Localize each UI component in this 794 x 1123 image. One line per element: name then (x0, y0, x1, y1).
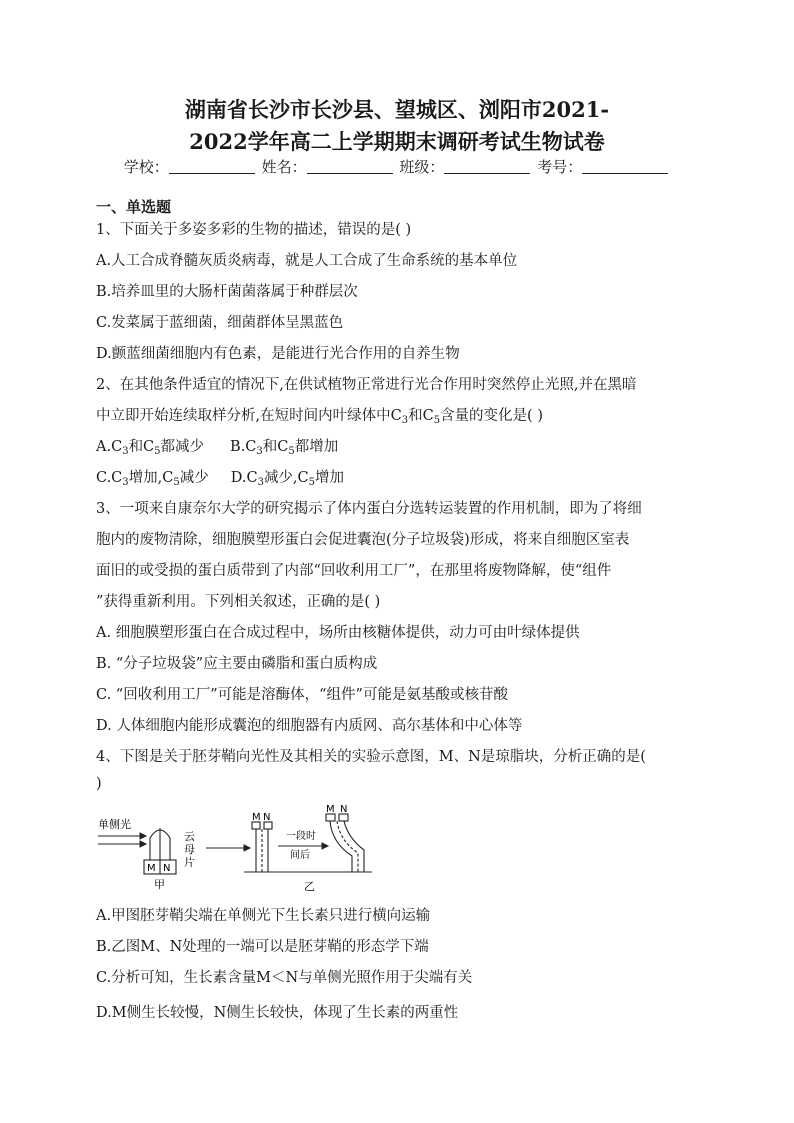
agar-m-label-b2: M (326, 804, 335, 815)
q3-option-d: D. 人体细胞内能形成囊泡的细胞器有内质网、高尔基体和中心体等 (96, 718, 523, 734)
fig-a-label: 甲 (154, 878, 165, 891)
section-title: 一、单选题 (96, 198, 172, 216)
q4-figure (94, 798, 384, 898)
coleoptile-b-after-icon (326, 814, 364, 872)
mica-label-2: 母 (184, 843, 195, 856)
school-blank (169, 159, 255, 174)
title-line-2: 2022学年高二上学期期末调研考试生物试卷 (189, 129, 605, 154)
exam-no-blank (582, 159, 668, 174)
mica-label-3: 片 (184, 856, 195, 869)
transfer-arrow-icon (206, 845, 250, 851)
q3-option-c: C. “回收利用工厂”可能是溶酶体，“组件”可能是氨基酸或核苷酸 (96, 687, 508, 703)
agar-n-label-b1: N (263, 812, 271, 823)
coleoptile-b-before-icon (252, 822, 272, 872)
q2-stem-line-2 (96, 404, 543, 426)
q2-text: 含量的变化是( ) (440, 408, 543, 424)
q3-stem-line-3: 面旧的或受损的蛋白质带到了内部“回收利用工厂”，在那里将废物降解，使“组件 (96, 563, 612, 579)
light-arrow-icon (98, 833, 146, 847)
q1-stem: 1、下面关于多姿多彩的生物的描述，错误的是( ) (96, 222, 412, 238)
mica-label-1: 云 (184, 830, 195, 843)
q2-option-a: $A.C_3$和$C_5$都减少 (96, 439, 205, 457)
q2-options-cd (96, 466, 344, 488)
q2-option-b: $B.C_3$和$C_5$都增加 (230, 439, 339, 457)
agar-m-label-b1: M (252, 812, 261, 823)
name-blank (307, 159, 393, 174)
q2-stem-line-1: 2、在其他条件适宜的情况下,在供试植物正常进行光合作用时突然停止光照,并在黑暗 (96, 377, 637, 393)
exam-no-label: 考号： (537, 158, 583, 176)
q2-options-ab (96, 435, 338, 457)
subscript: 3 (401, 415, 409, 426)
title-line-1: 湖南省长沙市长沙县、望城区、浏阳市2021- (184, 97, 610, 122)
time-label-2: 间后 (290, 850, 310, 861)
q3-option-a: A. 细胞膜塑形蛋白在合成过程中，场所由核糖体提供，动力可由叶绿体提供 (96, 625, 580, 641)
school-label: 学校： (123, 158, 169, 176)
agar-n-label-b2: N (340, 804, 348, 815)
q4-option-d: D.M侧生长较慢，N侧生长较快，体现了生长素的两重性 (96, 1005, 459, 1021)
q3-stem-line-4: ”获得重新利用。下列相关叙述，正确的是( ) (96, 594, 381, 610)
agar-n-label-a: N (163, 863, 171, 874)
q2-option-c: $C.C_3$增加$,C_5$减少 (96, 470, 209, 488)
q4-option-c: C.分析可知，生长素含量M＜N与单侧光照作用于尖端有关 (96, 970, 473, 986)
q3-stem-line-2: 胞内的废物清除，细胞膜塑形蛋白会促进囊泡(分子垃圾袋)形成，将来自细胞区室表 (96, 532, 630, 548)
q1-option-b: B.培养皿里的大肠杆菌菌落属于种群层次 (96, 284, 358, 300)
subscript: 5 (433, 415, 441, 426)
agar-m-label-a: M (147, 863, 156, 874)
q2-option-d: $D.C_3$减少$,C_5$增加 (230, 470, 345, 488)
light-label: 单侧光 (98, 818, 131, 831)
q3-stem-line-1: 3、一项来自康奈尔大学的研究揭示了体内蛋白分选转运装置的作用机制，即为了将细 (96, 501, 642, 517)
fig-b-label: 乙 (304, 880, 315, 893)
q3-option-b: B. “分子垃圾袋”应主要由磷脂和蛋白质构成 (96, 656, 378, 672)
name-label: 姓名： (261, 158, 307, 176)
class-label: 班级： (399, 158, 445, 176)
q4-option-a: A.甲图胚芽鞘尖端在单侧光下生长素只进行横向运输 (96, 908, 431, 924)
q1-option-d: D.颤蓝细菌细胞内有色素，是能进行光合作用的自养生物 (96, 346, 460, 362)
class-blank (444, 159, 530, 174)
q1-option-a: A.人工合成脊髓灰质炎病毒，就是人工合成了生命系统的基本单位 (96, 253, 518, 269)
q4-option-b: B.乙图M、N处理的一端可以是胚芽鞘的形态学下端 (96, 939, 429, 955)
q4-stem-line-2: ) (96, 776, 102, 792)
q1-option-c: C.发菜属于蓝细菌，细菌群体呈黑蓝色 (96, 315, 344, 331)
q2-text: 中立即开始连续取样分析,在短时间内叶绿体中C (96, 408, 402, 424)
time-arrow-icon (278, 843, 328, 849)
q2-text: 和C (408, 408, 434, 424)
q4-stem-line-1: 4、下图是关于胚芽鞘向光性及其相关的实验示意图，M、N是琼脂块，分析正确的是( (96, 749, 646, 765)
student-info-row (0, 156, 794, 177)
time-label-1: 一段时 (286, 831, 316, 842)
